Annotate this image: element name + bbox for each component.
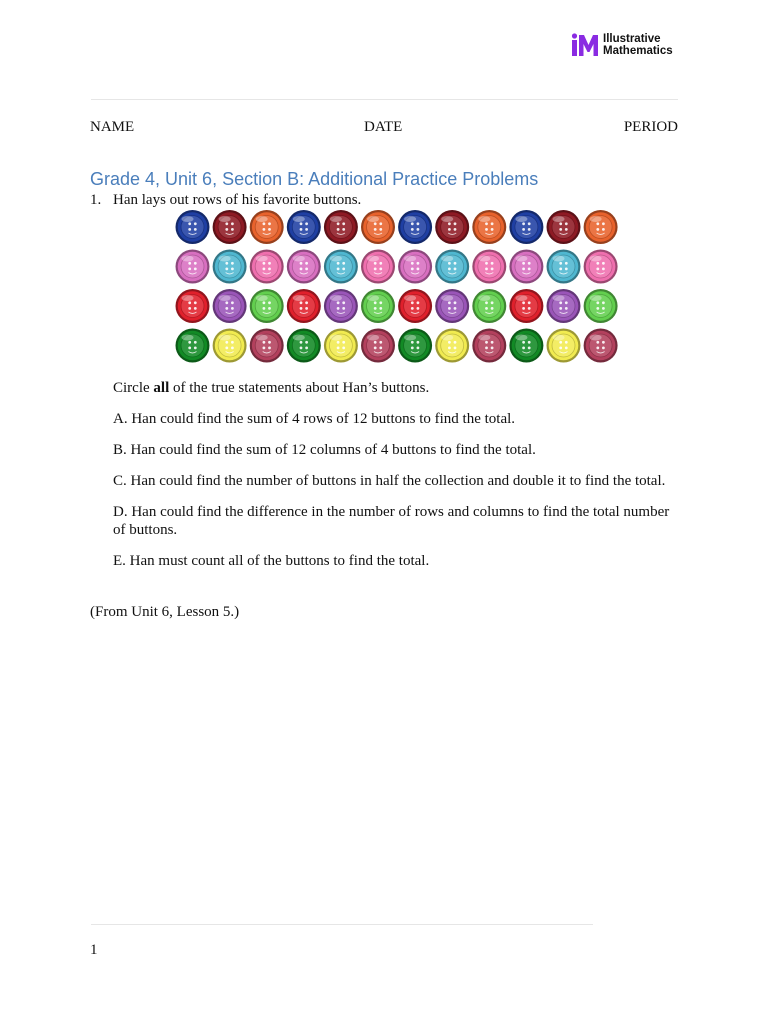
source-note: (From Unit 6, Lesson 5.) bbox=[90, 604, 240, 620]
sewing-button-icon bbox=[547, 250, 581, 284]
sewing-button-icon bbox=[250, 210, 284, 244]
sewing-button-icon bbox=[398, 250, 432, 284]
option-c[interactable]: C. Han could find the number of buttons in half the collection and double it to find the total. bbox=[113, 473, 666, 489]
sewing-button-icon bbox=[472, 210, 506, 244]
sewing-button-icon bbox=[584, 289, 618, 323]
instruction-emphasis: all bbox=[153, 380, 170, 396]
option-b[interactable]: B. Han could find the sum of 12 columns of 4 buttons to find the total. bbox=[113, 442, 536, 458]
header-divider bbox=[91, 99, 678, 100]
sewing-button-icon bbox=[398, 289, 432, 323]
sewing-button-icon bbox=[472, 329, 506, 363]
sewing-button-icon bbox=[435, 210, 469, 244]
sewing-button-icon bbox=[584, 329, 618, 363]
instruction-prefix: Circle bbox=[113, 380, 154, 396]
sewing-button-icon bbox=[324, 250, 358, 284]
sewing-button-icon bbox=[361, 250, 395, 284]
sewing-button-icon bbox=[287, 210, 321, 244]
sewing-button-icon bbox=[176, 329, 210, 363]
sewing-button-icon bbox=[509, 250, 543, 284]
sewing-button-icon bbox=[361, 289, 395, 323]
sewing-button-icon bbox=[176, 210, 210, 244]
sewing-button-icon bbox=[287, 289, 321, 323]
sewing-button-icon bbox=[250, 289, 284, 323]
sewing-button-icon bbox=[361, 210, 395, 244]
sewing-button-icon bbox=[250, 329, 284, 363]
sewing-button-icon bbox=[547, 329, 581, 363]
footer-divider bbox=[91, 924, 593, 925]
option-a[interactable]: A. Han could find the sum of 4 rows of 12 buttons to find the total. bbox=[113, 411, 516, 427]
sewing-button-icon bbox=[324, 329, 358, 363]
logo-text-line2: Mathematics bbox=[603, 45, 673, 57]
sewing-button-icon bbox=[509, 329, 543, 363]
sewing-button-icon bbox=[398, 210, 432, 244]
sewing-button-icon bbox=[398, 329, 432, 363]
sewing-button-icon bbox=[509, 210, 543, 244]
option-d[interactable]: D. Han could find the difference in the number of rows and columns to find the total number of buttons. bbox=[113, 504, 670, 538]
sewing-button-icon bbox=[435, 329, 469, 363]
sewing-button-icon bbox=[324, 210, 358, 244]
sewing-button-icon bbox=[435, 289, 469, 323]
sewing-button-icon bbox=[213, 210, 247, 244]
sewing-button-icon bbox=[176, 250, 210, 284]
sewing-button-icon bbox=[547, 289, 581, 323]
sewing-button-icon bbox=[435, 250, 469, 284]
im-logo-mark-icon bbox=[571, 33, 599, 57]
option-e[interactable]: E. Han must count all of the buttons to find the total. bbox=[113, 553, 430, 569]
circle-instruction bbox=[113, 379, 678, 397]
question-stem: Han lays out rows of his favorite buttons. bbox=[113, 192, 362, 208]
page-title: Grade 4, Unit 6, Section B: Additional Practice Problems bbox=[90, 169, 539, 189]
sewing-button-icon bbox=[584, 210, 618, 244]
logo-text-line1: Illustrative bbox=[603, 33, 661, 45]
question-number: 1. bbox=[90, 192, 102, 208]
illustrative-mathematics-logo bbox=[571, 33, 673, 57]
sewing-button-icon bbox=[213, 250, 247, 284]
sewing-button-icon bbox=[250, 250, 284, 284]
sewing-button-icon bbox=[287, 329, 321, 363]
sewing-button-icon bbox=[287, 250, 321, 284]
sewing-button-icon bbox=[361, 329, 395, 363]
sewing-button-icon bbox=[472, 250, 506, 284]
button-array-image bbox=[175, 209, 620, 364]
sewing-button-icon bbox=[509, 289, 543, 323]
sewing-button-icon bbox=[176, 289, 210, 323]
sewing-button-icon bbox=[584, 250, 618, 284]
sewing-button-icon bbox=[324, 289, 358, 323]
period-label: PERIOD bbox=[623, 119, 678, 135]
sewing-button-icon bbox=[547, 210, 581, 244]
page-number: 1 bbox=[90, 942, 98, 958]
date-label: DATE bbox=[364, 119, 403, 135]
instruction-suffix: of the true statements about Han’s buttons. bbox=[169, 380, 430, 396]
statements-section bbox=[113, 379, 678, 583]
name-label: NAME bbox=[90, 119, 135, 135]
sewing-button-icon bbox=[213, 329, 247, 363]
sewing-button-icon bbox=[472, 289, 506, 323]
sewing-button-icon bbox=[213, 289, 247, 323]
